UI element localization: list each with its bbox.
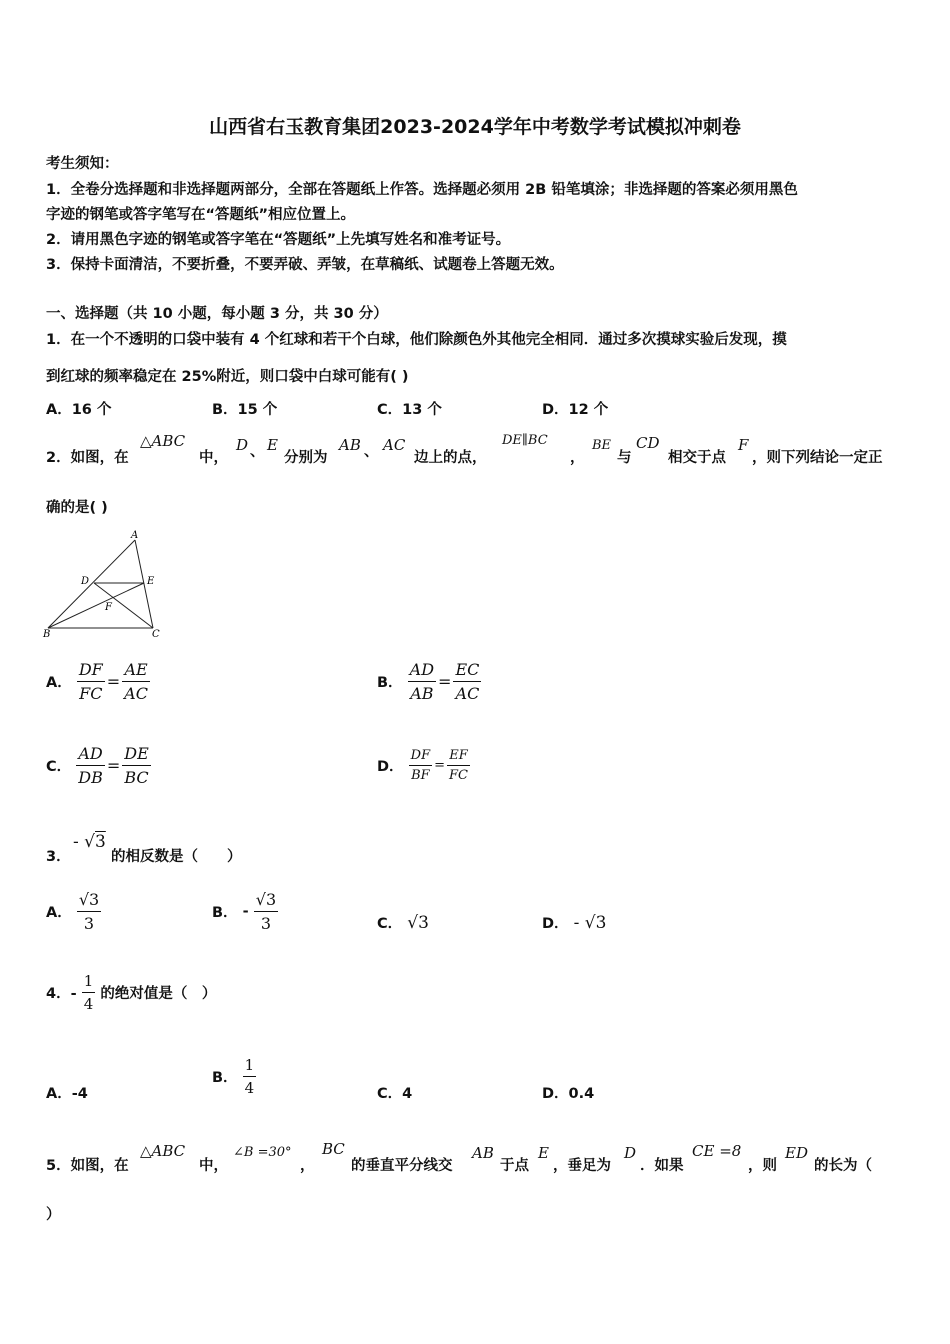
q2-comma: ， bbox=[570, 450, 585, 466]
q2-triangle-figure bbox=[40, 528, 170, 640]
q2-stem-line2: 确的是( ) bbox=[46, 500, 108, 516]
q3-option-b-label: B． bbox=[212, 905, 238, 921]
q1-option-b: B．15 个 bbox=[212, 402, 278, 418]
q2-option-b-label: B． bbox=[377, 675, 403, 691]
q2-segment-ab: AB bbox=[339, 436, 361, 454]
q1-stem-line2: 到红球的频率稳定在 25%附近，则口袋中白球可能有( ) bbox=[46, 369, 409, 385]
q4-stem-text: 的绝对值是（ ） bbox=[100, 986, 217, 1002]
q4-option-b bbox=[212, 1056, 256, 1097]
q3-option-d-label: D． bbox=[542, 916, 569, 932]
q3-option-a-frac: $\frac{√3}{3}$ bbox=[78, 890, 100, 933]
q2-option-b-frac2: $\frac{EC}{AC}$ bbox=[455, 660, 480, 703]
q3-stem-text: 的相反数是（ ） bbox=[111, 849, 242, 865]
fig-label-e: E bbox=[147, 576, 155, 587]
q2-segment-ac: AC bbox=[383, 436, 406, 454]
q2-option-c-frac2: $\frac{DE}{BC}$ bbox=[124, 744, 149, 787]
q5-text-yu: 于点 bbox=[500, 1158, 529, 1174]
q2-text-fenbie: 分别为 bbox=[284, 450, 328, 466]
q3-option-c bbox=[377, 912, 429, 933]
q3-option-d bbox=[542, 912, 606, 933]
q4-number: 4．- bbox=[46, 986, 77, 1002]
q2-segment-be: BE bbox=[592, 438, 612, 453]
q5-text-chuizhi: 的垂直平分线交 bbox=[351, 1158, 453, 1174]
q4-option-b-frac: $\frac{1}{4}$ bbox=[244, 1056, 255, 1097]
fig-label-a: A bbox=[131, 530, 139, 541]
fig-segment-be bbox=[48, 583, 144, 628]
q2-point-e: E bbox=[267, 436, 278, 454]
q3-number: 3． bbox=[46, 849, 71, 865]
fig-label-b: B bbox=[43, 629, 51, 640]
q2-text-xiangjiao: 相交于点 bbox=[668, 450, 726, 466]
q5-angle: ∠B =30° bbox=[233, 1145, 292, 1160]
q2-option-a-frac1: $\frac{DF}{FC}$ bbox=[78, 660, 103, 703]
q2-option-a-label: A． bbox=[46, 675, 72, 691]
q2-point-f: F bbox=[738, 436, 749, 454]
q4-option-b-label: B． bbox=[212, 1070, 238, 1086]
q5-text-zhong: 中， bbox=[199, 1158, 228, 1174]
q4-option-d: D．0.4 bbox=[542, 1086, 595, 1102]
q2-option-a: A． $\frac{DF}{FC}$ = $\frac{AE}{AC}$ bbox=[46, 660, 148, 703]
q2-option-d-frac1: $\frac{DF}{BF}$ bbox=[410, 748, 431, 783]
fig-label-c: C bbox=[152, 629, 160, 640]
q3-option-c-value: √3 bbox=[407, 913, 429, 933]
q3-option-b-frac: $\frac{√3}{3}$ bbox=[255, 890, 277, 933]
q3-option-d-value: - √3 bbox=[573, 913, 607, 933]
q5-point-d: D bbox=[624, 1144, 637, 1162]
q4-option-a: A．-4 bbox=[46, 1086, 88, 1102]
q2-text-zhong: 中， bbox=[199, 450, 228, 466]
fig-segment-cd bbox=[94, 583, 153, 628]
q1-stem-line1: 1．在一个不透明的口袋中装有 4 个红球和若干个白球，他们除颜色外其他完全相同．通过多次摸球实验后发现，摸 bbox=[46, 332, 787, 348]
q5-text-ruguo: ．如果 bbox=[640, 1158, 684, 1174]
q2-option-b: B． $\frac{AD}{AB}$ = $\frac{EC}{AC}$ bbox=[377, 660, 480, 703]
notice-heading: 考生须知： bbox=[46, 156, 119, 172]
q5-number: 5．如图，在 bbox=[46, 1158, 129, 1174]
q2-text-yu: 与 bbox=[617, 450, 632, 466]
q3-option-a bbox=[46, 890, 101, 933]
q5-stem-line2: ） bbox=[46, 1207, 61, 1223]
section-heading: 一、选择题（共 10 小题，每小题 3 分，共 30 分） bbox=[46, 306, 388, 322]
fig-side-ab bbox=[48, 540, 135, 628]
fig-label-f: F bbox=[105, 602, 112, 613]
q3-option-c-label: C． bbox=[377, 916, 403, 932]
q2-sep-1: 、 bbox=[250, 444, 265, 460]
q2-text-end: ，则下列结论一定正 bbox=[752, 450, 883, 466]
q5-text-ze: ，则 bbox=[748, 1158, 777, 1174]
q2-option-d: D． $\frac{DF}{BF}$ = $\frac{EF}{FC}$ bbox=[377, 748, 468, 783]
q5-segment-ed: ED bbox=[785, 1144, 808, 1162]
q2-point-d: D bbox=[236, 436, 249, 454]
q5-ce-value: CE =8 bbox=[692, 1142, 742, 1160]
q2-triangle: △ABC bbox=[140, 432, 186, 450]
q2-option-c-frac1: $\frac{AD}{DB}$ bbox=[78, 744, 103, 787]
notice-line-1b: 字迹的钢笔或答字笔写在“答题纸”相应位置上。 bbox=[46, 207, 356, 223]
q2-option-b-frac1: $\frac{AD}{AB}$ bbox=[409, 660, 435, 703]
q5-comma: ， bbox=[300, 1158, 315, 1174]
q2-option-a-frac2: $\frac{AE}{AC}$ bbox=[124, 660, 148, 703]
q3-option-a-label: A． bbox=[46, 905, 72, 921]
q5-triangle: △ABC bbox=[140, 1142, 186, 1160]
q2-option-c-label: C． bbox=[46, 759, 72, 775]
q5-segment-bc: BC bbox=[322, 1140, 345, 1158]
q2-number: 2．如图，在 bbox=[46, 450, 129, 466]
q5-segment-ab: AB bbox=[472, 1144, 494, 1162]
q2-option-d-label: D． bbox=[377, 759, 404, 775]
q3-expression: - √3 bbox=[73, 832, 106, 852]
q1-option-a: A．16 个 bbox=[46, 402, 112, 418]
q3-option-b: B． - $\frac{√3}{3}$ bbox=[212, 890, 277, 933]
q5-point-e: E bbox=[538, 1144, 549, 1162]
notice-line-1a: 1．全卷分选择题和非选择题两部分，全部在答题纸上作答。选择题必须用 2B 铅笔填涂；非选择题的答案必须用黑色 bbox=[46, 182, 798, 198]
q5-text-chuizu: ，垂足为 bbox=[553, 1158, 611, 1174]
notice-line-3: 3．保持卡面清洁，不要折叠，不要弄破、弄皱，在草稿纸、试题卷上答题无效。 bbox=[46, 257, 564, 273]
q1-option-d: D．12 个 bbox=[542, 402, 609, 418]
q5-text-end: 的长为（ bbox=[814, 1158, 872, 1174]
q4-stem bbox=[46, 972, 216, 1013]
fig-label-d: D bbox=[81, 576, 90, 587]
q2-sep-2: 、 bbox=[364, 444, 379, 460]
q2-text-bian: 边上的点， bbox=[414, 450, 487, 466]
notice-line-2: 2．请用黑色字迹的钢笔或答字笔在“答题纸”上先填写姓名和准考证号。 bbox=[46, 232, 511, 248]
page-title: 山西省右玉教育集团2023-2024学年中考数学考试模拟冲刺卷 bbox=[209, 116, 741, 138]
q4-fraction: $\frac{1}{4}$ bbox=[83, 972, 94, 1013]
q1-option-c: C．13 个 bbox=[377, 402, 442, 418]
q2-parallel: DE∥BC bbox=[502, 433, 548, 448]
q4-option-c: C．4 bbox=[377, 1086, 413, 1102]
q2-option-c: C． $\frac{AD}{DB}$ = $\frac{DE}{BC}$ bbox=[46, 744, 149, 787]
q2-option-d-frac2: $\frac{EF}{FC}$ bbox=[449, 748, 468, 783]
q2-segment-cd: CD bbox=[636, 434, 660, 452]
